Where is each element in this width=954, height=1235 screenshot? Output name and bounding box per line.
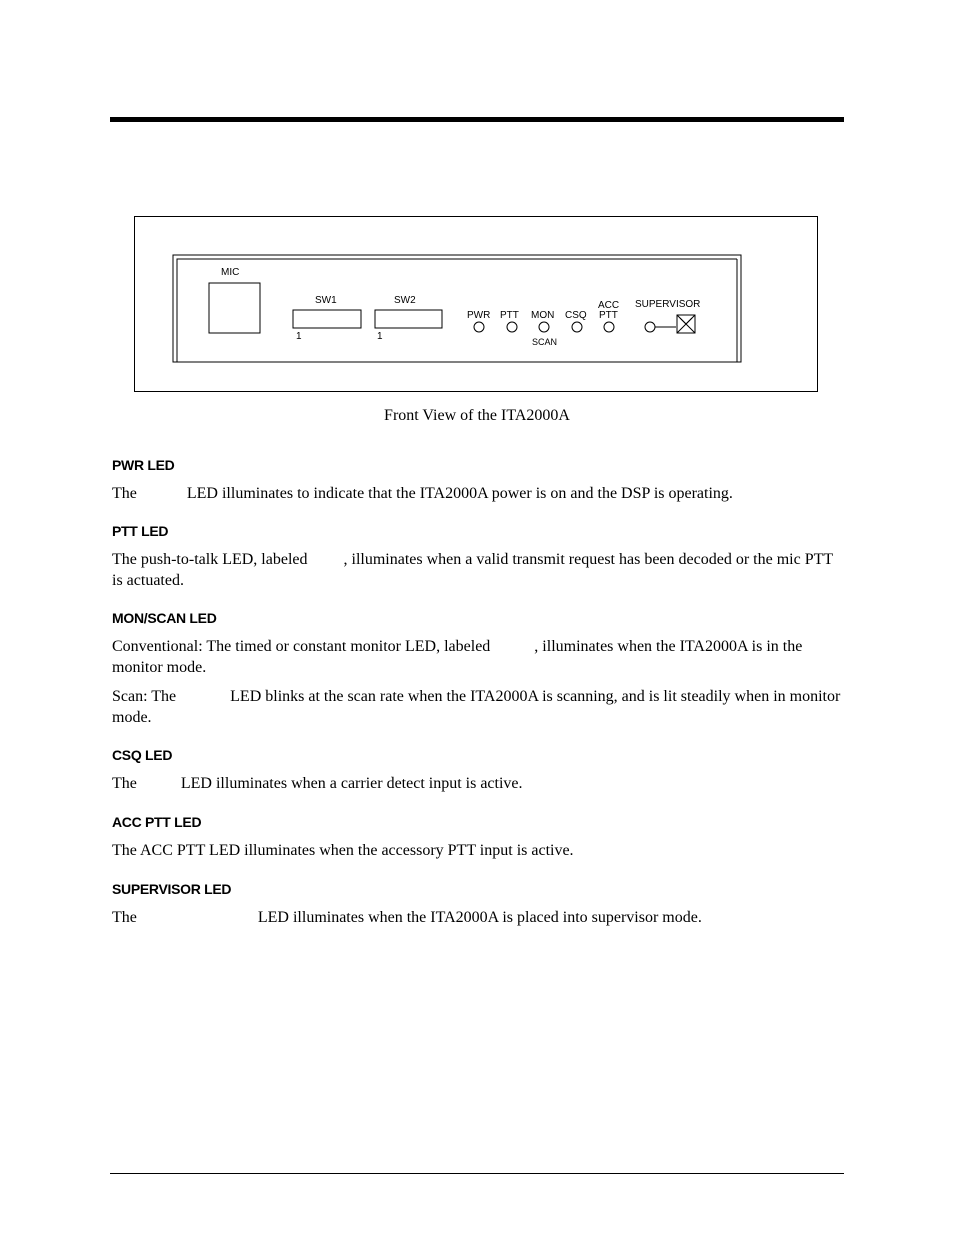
section-heading: MON/SCAN LED xyxy=(112,610,217,626)
sw1-switch xyxy=(293,310,361,328)
section-heading: PTT LED xyxy=(112,523,169,539)
front-panel-figure xyxy=(134,216,818,392)
section-paragraph: The LED illuminates to indicate that the ITA2000A power is on and the DSP is operating. xyxy=(112,485,733,502)
section-heading: ACC PTT LED xyxy=(112,814,202,830)
sw2-index: 1 xyxy=(377,331,383,342)
mic-jack xyxy=(209,283,260,333)
sw1-index: 1 xyxy=(296,331,302,342)
csq-label: CSQ xyxy=(565,310,587,321)
section-paragraph: Scan: The LED blinks at the scan rate when the ITA2000A is scanning, and is lit steadily when in monitor mode. xyxy=(112,688,841,726)
ptt-led xyxy=(507,322,517,332)
section-paragraph: The LED illuminates when a carrier detect input is active. xyxy=(112,775,523,792)
section-paragraph: The LED illuminates when the ITA2000A is placed into supervisor mode. xyxy=(112,909,702,926)
header-rule xyxy=(110,117,844,122)
supervisor-key-icon xyxy=(677,315,695,333)
section-paragraph: The ACC PTT LED illuminates when the accessory PTT input is active. xyxy=(112,842,574,859)
pwr-led xyxy=(474,322,484,332)
section-csq-led xyxy=(112,747,844,794)
acc-ptt-label: PTT xyxy=(599,310,618,321)
section-heading: SUPERVISOR LED xyxy=(112,881,232,897)
section-heading: PWR LED xyxy=(112,457,175,473)
mic-label: MIC xyxy=(221,267,240,278)
csq-led xyxy=(572,322,582,332)
figure-caption: Front View of the ITA2000A xyxy=(384,407,570,424)
section-mon-scan-led xyxy=(112,610,844,728)
acc-label: ACC xyxy=(598,300,620,311)
section-ptt-led xyxy=(112,523,844,591)
scan-label: SCAN xyxy=(532,337,558,347)
section-paragraph: Conventional: The timed or constant monitor LED, labeled , illuminates when the ITA2000A is in the monitor mode. xyxy=(112,638,803,676)
section-paragraph: The push-to-talk LED, labeled , illuminates when a valid transmit request has been decoded or the mic PTT is actuated. xyxy=(112,551,833,589)
mon-label: MON xyxy=(531,310,555,321)
section-acc-ptt-led xyxy=(112,814,844,861)
section-heading: CSQ LED xyxy=(112,747,173,763)
pwr-label: PWR xyxy=(467,310,491,321)
acc-ptt-led xyxy=(604,322,614,332)
section-pwr-led xyxy=(112,457,844,504)
ptt-label: PTT xyxy=(500,310,519,321)
sw2-switch xyxy=(375,310,442,328)
panel-bezel-inner xyxy=(177,259,737,362)
mon-led xyxy=(539,322,549,332)
sw2-label: SW2 xyxy=(394,295,416,306)
footer-rule xyxy=(110,1173,844,1174)
section-supervisor-led xyxy=(112,881,844,928)
supervisor-label: SUPERVISOR xyxy=(635,299,701,310)
supervisor-led xyxy=(645,322,655,332)
front-panel-drawing xyxy=(135,217,819,393)
sw1-label: SW1 xyxy=(315,295,337,306)
